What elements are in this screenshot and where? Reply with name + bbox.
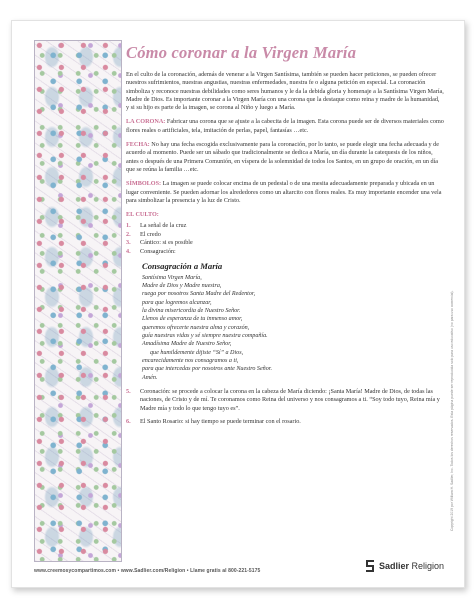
list-item-text: Cántico: si es posible — [140, 239, 193, 247]
section-corona — [126, 118, 444, 135]
list-item-text: Coronación: se procede a colocar la corona en la cabeza de María diciendo: ¡Santa María! Madre de Dios, de todas las naciones, de Cristo y de mí. Te coronamos como Reina del universo y nos consagramos a ti. “Soy todo tuyo, Reina mía y Madre mía y todo lo que tengo tuyo es”. — [140, 388, 440, 412]
prayer-title: Consagración a María — [142, 260, 223, 271]
list-item-number: 5. — [126, 388, 131, 395]
content-column — [126, 43, 444, 431]
prayer-line: Santísima Virgen María, — [142, 274, 202, 281]
sadlier-religion-logo — [364, 559, 444, 573]
list-item-text: Consagración: — [140, 247, 176, 255]
section-fecha-lead: FECHA: — [126, 141, 150, 149]
prayer-line: guía nuestras vidas y sé siempre nuestra compañía. — [142, 332, 268, 339]
footer-links: www.creemosycompartimos.com • www.Sadlier.com/Religion • Llame gratis al 800-221-5175 — [34, 568, 261, 574]
section-fecha — [126, 141, 444, 174]
section-fecha-text: No hay una fecha escogida exclusivamente para la coronación, por lo tanto, se puede elegir una fecha adecuada y de acuerdo al momento. Puede ser un sábado que tradicionalmente se dedica a María, un día durante la catequesis de los niños, antes o después de una Primera Comunión, en víspera de la solemnidad de todos los Santos, en un grupo de oración, en un día que se reúna la familia …etc. — [126, 141, 440, 173]
copyright-text: Copyright 2019 por William H. Sadlier, Inc. Todos los derechos reservados. Esta página puede ser reproducida solo para uso educativo (no para uso comercial). — [450, 290, 454, 531]
prayer-line: para que intercedas por nosotros ante Nuestro Señor. — [142, 366, 272, 373]
floral-border-decoration — [34, 40, 122, 562]
prayer-line: encarecidamente nos consagramos a ti, — [142, 357, 239, 364]
prayer-line: queremos ofrecerte nuestra alma y corazón, — [142, 324, 250, 331]
prayer-line: la divina misericordia de Nuestro Señor. — [142, 307, 241, 314]
intro-paragraph: En el culto de la coronación, además de venerar a la Virgen Santísima, también se pueden hacer peticiones, se pueden ofrecer nuestros sufrimientos, nuestras angustias, nuestras enfermedades, nuestra fe o alguna petición en especial. La coronación simboliza y reconoce nuestras debilidades como seres humanos y le da la debida gloria y homenaje a la Santísima Virgen María, Madre de Dios. Es importante coronar a la Virgen María con una corona que la destaque como reina y madre de la humanidad, y si su hijo es parte de la imagen, se corona al Niño y luego a María. — [126, 71, 444, 112]
list-item — [126, 248, 444, 257]
prayer-line: Amadísima Madre de Nuestro Señor, — [142, 341, 232, 348]
section-simbolos — [126, 180, 444, 205]
page-title: Cómo coronar a la Virgen María — [126, 43, 357, 62]
worksheet-page — [11, 20, 465, 588]
list-item-number: 6. — [126, 417, 131, 425]
section-simbolos-lead: SÍMBOLOS: — [126, 180, 162, 188]
list-item — [126, 222, 444, 231]
culto-heading: EL CULTO: — [126, 211, 159, 219]
prayer-line: que humildemente dijiste “Sí” a Dios, — [150, 349, 244, 356]
prayer-line: Llenos de esperanza de tu inmenso amor, — [142, 316, 243, 323]
logo-brand: Sadlier — [379, 561, 410, 571]
logo-word: Religion — [411, 561, 445, 571]
section-corona-text: Fabricar una corona que se ajuste a la cabecita de la imagen. Esta corona puede ser de diversos materiales como flores reales o artificiales, tela, imitación de perlas, papel, fantasías …etc. — [126, 118, 444, 134]
sadlier-logo-icon — [364, 559, 376, 573]
list-item-number: 2. — [126, 230, 131, 238]
list-item-number: 1. — [126, 222, 131, 230]
list-item — [126, 231, 444, 240]
prayer-line: para que logremos alcanzar, — [142, 299, 212, 306]
list-item — [126, 239, 444, 248]
list-item-text: El Santo Rosario: si hay tiempo se puede terminar con el rosario. — [140, 417, 301, 425]
culto-list — [126, 222, 444, 256]
list-item-number: 3. — [126, 239, 131, 247]
list-item-number: 4. — [126, 247, 131, 255]
section-simbolos-text: La imagen se puede colocar encima de un pedestal o de una mesita adecuadamente preparada y ubicada en un lugar conveniente. Se pueden adornar los alrededores como un altarcito con flores reales. Es muy importante encender una vela para simbolizar la presencia y la luz de Cristo. — [126, 180, 442, 204]
prayer-block — [142, 261, 444, 382]
prayer-line: ruega por nosotros Santa Madre del Redentor, — [142, 291, 256, 298]
culto-item-coronacion — [126, 388, 444, 413]
list-item-text: El credo — [140, 230, 161, 238]
list-item-text: La señal de la cruz — [140, 222, 187, 230]
prayer-line: Madre de Dios y Madre nuestra, — [142, 282, 222, 289]
culto-item-rosario — [126, 418, 444, 426]
section-corona-lead: LA CORONA: — [126, 118, 166, 126]
copyright-notice — [450, 171, 458, 531]
prayer-line: Amén. — [142, 374, 158, 381]
